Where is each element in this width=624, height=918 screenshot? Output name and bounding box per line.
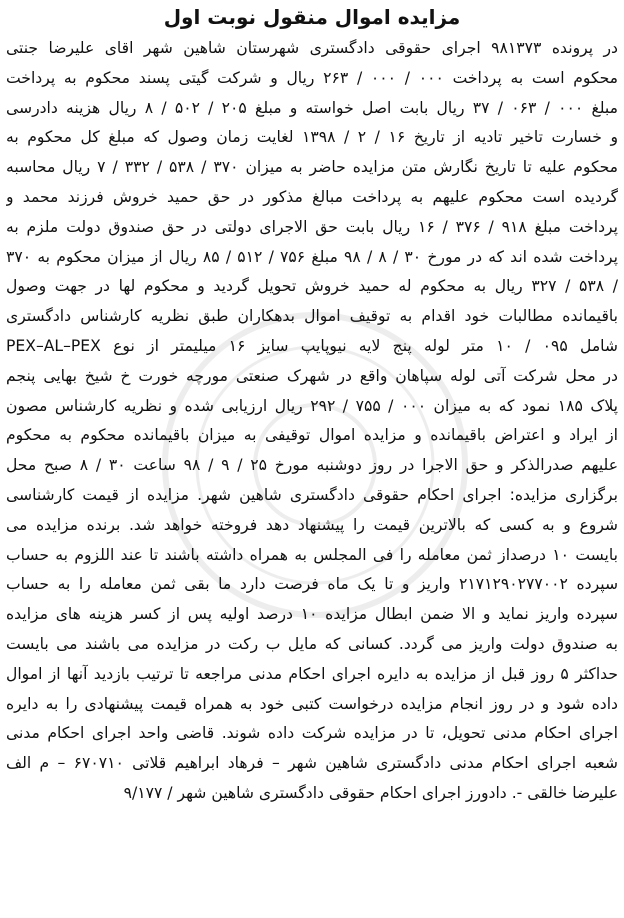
ad-line: حداکثر ۵ روز قبل از مزایده به دایره اجرای احکام مدنی مراجعه تا ترتیب بازدید آنها از اموال xyxy=(6,664,618,683)
ad-line: برگزاری مزایده: اجرای احکام حقوقی دادگستری شاهین شهر. مزایده از قیمت کارشناسی xyxy=(6,485,618,504)
ad-line: در محل شرکت آتی لوله سپاهان واقع در شهرک صنعتی مورچه خورت خ شیخ بهایی پنجم xyxy=(6,366,618,385)
ad-line: پلاک ۱۸۵ نمود که به میزان ۰۰۰ / ۷۵۵ / ۲۹۲ ریال ارزیابی شده و نظریه کارشناس مصون xyxy=(6,396,618,415)
ad-title: مزایده اموال منقول نوبت اول xyxy=(163,5,461,29)
ad-line: سپرده ۲۱۷۱۲۹۰۲۷۷۰۰۲ واریز و تا یک ماه فرصت دارد ما بقی ثمن معامله را به حساب xyxy=(6,575,618,594)
ad-line: محکوم است به پرداخت ۰۰۰ / ۰۰۰ / ۲۶۳ ریال و شرکت گیتی پسند محکوم به پرداخت xyxy=(6,68,618,87)
ad-line: علیرضا خالقی -. دادورز اجرای احکام حقوقی دادگستری شاهین شهر / ۹/۱۷۷ xyxy=(123,783,618,802)
ad-body xyxy=(6,34,618,809)
ad-line: محکوم علیه تا تاریخ نگارش متن مزایده حاضر به میزان ۳۷۰ / ۵۳۸ / ۳۳۲ / ۷ ریال محاسبه xyxy=(6,158,618,177)
ad-line: و خسارت تاخیر تادیه از تاریخ ۱۶ / ۲ / ۱۳۹۸ لغایت زمان وصول که مبلغ کل محکوم به xyxy=(6,128,618,147)
ad-line: شامل ۰۹۵ / ۱۰ متر لوله پنج لایه نیوپایپ سایز ۱۶ میلیمتر از نوع PEX–AL–PEX xyxy=(6,336,618,355)
ad-line: داده شود و در روز انجام مزایده درخواست کتبی خود به همراه قیمت پیشنهادی را به دایره xyxy=(6,694,618,713)
ad-line: به صندوق دولت واریز می گردد. کسانی که مایل ب رکت در مزایده می باشند می بایست xyxy=(6,634,618,653)
ad-line: اجرای احکام مدنی تحویل، تا در مزایده شرکت داده شوند. قاضی واحد اجرای احکام مدنی xyxy=(6,724,618,743)
ad-line: علیهم صدرالذکر و حق الاجرا در روز دوشنبه مورخ ۲۵ / ۹ / ۹۸ ساعت ۳۰ / ۸ صبح محل xyxy=(6,456,618,475)
ad-line: شعبه اجرای احکام مدنی دادگستری شاهین شهر – فرهاد ابراهیم قلاتی ۶۷۰۷۱۰ – م الف xyxy=(6,754,618,773)
ad-line: در پرونده ۹۸۱۳۷۳ اجرای حقوقی دادگستری شهرستان شاهین شهر اقای علیرضا جنتی xyxy=(6,39,618,57)
ad-line: باقیمانده مطالبات خود اقدام به توقیف اموال بدهکاران طبق نظریه کارشناس دادگستری xyxy=(6,307,618,326)
ad-line: بایست ۱۰ درصداز ثمن معامله را فی المجلس به همراه داشته باشند تا عند اللزوم به حساب xyxy=(6,545,618,564)
ad-line: پرداخت شده اند که در مورخ ۳۰ / ۸ / ۹۸ مبلغ ۷۵۶ / ۵۱۲ / ۸۵ ریال از میزان محکوم به ۳۷۰ xyxy=(6,247,618,266)
ad-line: سپرده واریز نماید و الا ضمن ابطال مزایده ۱۰ درصد اولیه پس از کسر هزینه های مزایده xyxy=(6,605,618,624)
ad-line: از ایراد و اعتراض باقیمانده و مزایده اموال توقیفی به میزان باقیمانده محکوم به محکوم xyxy=(6,426,618,445)
ad-line: / ۵۳۸ / ۳۲۷ ریال به محکوم له حمید خروش تحویل گردید و محکوم لها در جهت وصول xyxy=(6,277,618,296)
ad-line: گردیده است محکوم علیهم به پرداخت مبالغ مذکور در حق حمید خروش فرزند محمد و xyxy=(6,187,618,206)
ad-line: مبلغ ۰۰۰ / ۰۶۳ / ۳۷ ریال بابت اصل خواسته و مبلغ ۲۰۵ / ۵۰۲ / ۸ ریال هزینه دادرسی xyxy=(6,98,618,117)
ad-line: شروع و به کسی که بالاترین قیمت را پیشنهاد دهد فروخته خواهد شد. برنده مزایده می xyxy=(6,515,618,534)
ad-line: پرداخت مبلغ ۹۱۸ / ۳۷۶ / ۱۶ ریال بابت حق الاجرای دولتی در حق صندوق دولت ملزم به xyxy=(6,217,618,236)
